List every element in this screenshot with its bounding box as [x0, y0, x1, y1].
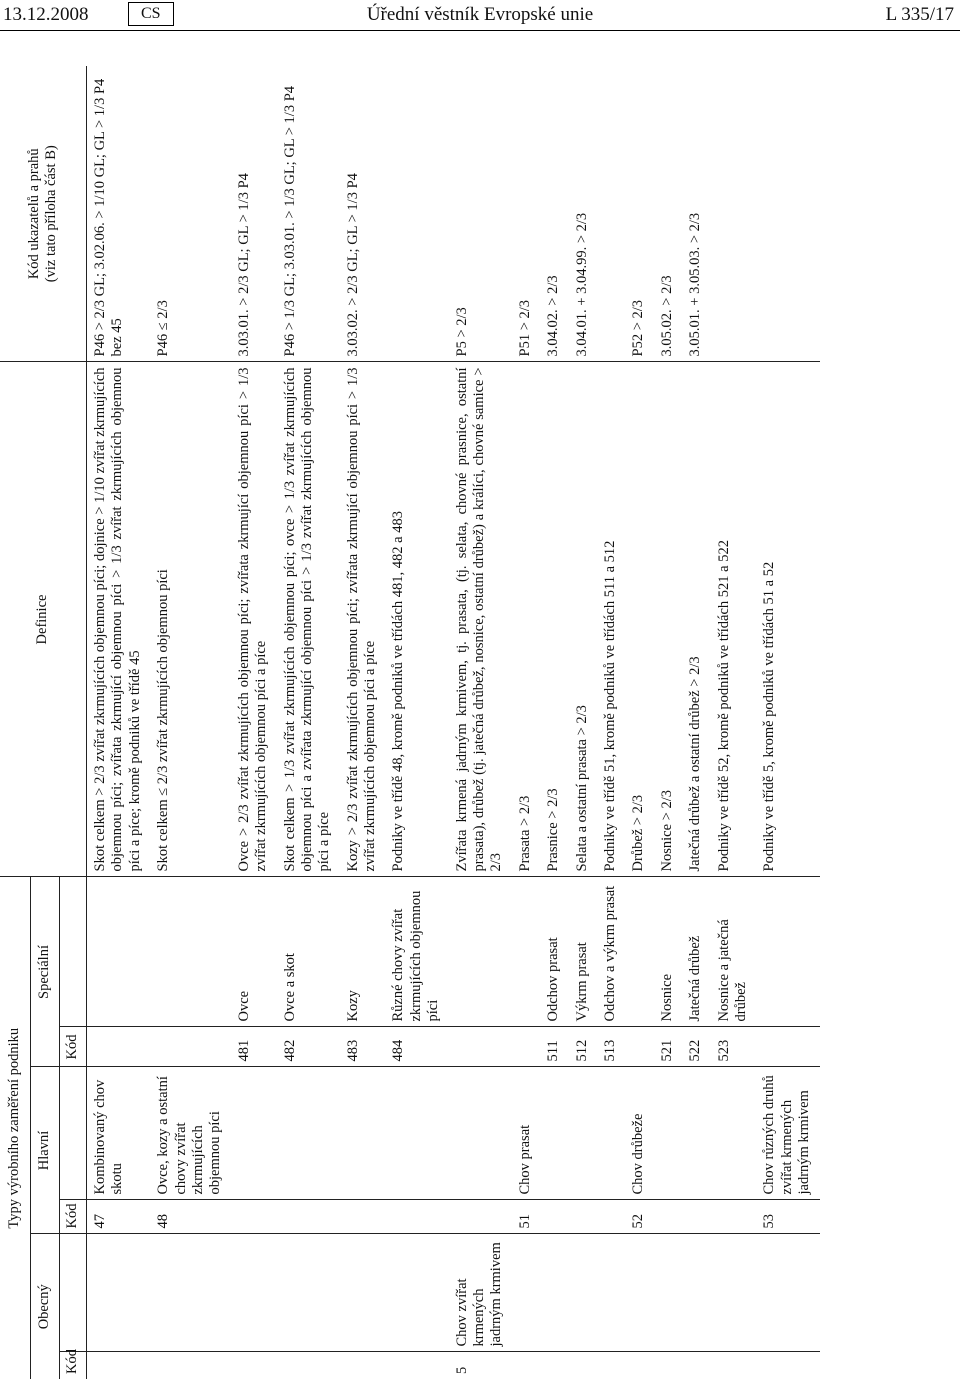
table-row	[87, 66, 151, 1379]
cell-general-name	[87, 1234, 151, 1352]
cell-main-name	[231, 1067, 277, 1200]
cell-indicator: P46 ≤ 2/3	[150, 66, 231, 362]
cell-general-code	[756, 1352, 819, 1379]
table-row	[756, 66, 819, 1379]
cell-main-code	[540, 1200, 568, 1234]
cell-indicator	[756, 66, 819, 362]
cell-special-code: 523	[711, 1027, 757, 1067]
cell-special-code: 512	[569, 1027, 597, 1067]
cell-definition: Drůbež > 2/3	[625, 362, 653, 877]
cell-definition: Podniky ve třídě 52, kromě podniků ve třídách 521 a 522	[711, 362, 757, 877]
cell-general-name	[150, 1234, 231, 1352]
cell-special-name: Kozy	[340, 877, 386, 1027]
table-row	[385, 66, 448, 1379]
cell-special-name: Odchov prasat	[540, 877, 568, 1027]
cell-definition: Kozy > 2/3 zvířat zkrmujících objemnou píci; zvířata zkrmující objemnou píci > 1/3 zvířat zkrmujících objemnou píci a píce	[340, 362, 386, 877]
cell-indicator: 3.04.01. + 3.04.99. > 2/3	[569, 66, 597, 362]
cell-special-code	[625, 1027, 653, 1067]
table-row	[449, 66, 512, 1379]
cell-general-name	[340, 1234, 386, 1352]
cell-general-name	[711, 1234, 757, 1352]
cell-indicator: 3.04.02. > 2/3	[540, 66, 568, 362]
cell-special-code	[87, 1027, 151, 1067]
cell-special-name: Nosnice	[654, 877, 682, 1027]
cell-special-code: 484	[385, 1027, 448, 1067]
cell-general-code	[385, 1352, 448, 1379]
cell-special-name: Jatečná drůbež	[682, 877, 710, 1027]
cell-definition: Selata a ostatní prasata > 2/3	[569, 362, 597, 877]
cell-general-code	[340, 1352, 386, 1379]
cell-definition: Skot celkem > 2/3 zvířat zkrmujících objemnou píci; dojnice > 1/10 zvířat zkrmujících objemnou píci; zvířata zkrmující objemnou píci > 1/3 zvířat zkrmujících objemnou píci a píce; kromě podniků ve třídě 45	[87, 362, 151, 877]
cell-main-code	[711, 1200, 757, 1234]
table-row	[682, 66, 710, 1379]
table-row	[277, 66, 340, 1379]
cell-special-code	[756, 1027, 819, 1067]
cell-indicator: P46 > 2/3 GL; 3.02.06. > 1/10 GL; GL > 1/3 P4 bez 45	[87, 66, 151, 362]
cell-general-code	[87, 1352, 151, 1379]
cell-special-name: Odchov a výkrm prasat	[597, 877, 625, 1027]
table-row	[597, 66, 625, 1379]
cell-special-name	[150, 877, 231, 1027]
cell-main-code	[654, 1200, 682, 1234]
table-row	[625, 66, 653, 1379]
cell-general-name	[569, 1234, 597, 1352]
cell-main-code	[340, 1200, 386, 1234]
cell-general-code: 5	[453, 1366, 470, 1374]
cell-main-name	[540, 1067, 568, 1200]
cell-main-code	[569, 1200, 597, 1234]
header-blank-hlavni	[60, 1067, 87, 1200]
cell-special-code: 482	[277, 1027, 340, 1067]
cell-definition: Podniky ve třídě 5, kromě podniků ve třídách 51 a 52	[756, 362, 819, 877]
cell-general-name	[512, 1234, 540, 1352]
cell-main-code	[231, 1200, 277, 1234]
cell-main-code	[277, 1200, 340, 1234]
cell-indicator: P51 > 2/3	[512, 66, 540, 362]
cell-general-name	[231, 1234, 277, 1352]
cell-general-code	[540, 1352, 568, 1379]
header-blank-obecny	[60, 1234, 87, 1352]
cell-special-name: Různé chovy zvířat zkrmujících objemnou píci	[385, 877, 448, 1027]
cell-main-code: 51	[512, 1200, 540, 1234]
cell-main-code	[682, 1200, 710, 1234]
cell-general-code	[654, 1352, 682, 1379]
cell-main-name	[569, 1067, 597, 1200]
language-badge: CS	[128, 2, 174, 26]
cell-general-name	[625, 1234, 653, 1352]
cell-general-code	[150, 1352, 231, 1379]
header-definice: Definice	[0, 362, 87, 877]
cell-special-code: 521	[654, 1027, 682, 1067]
cell-special-code: 511	[540, 1027, 568, 1067]
table-row	[654, 66, 682, 1379]
table-row	[150, 66, 231, 1379]
cell-special-code	[449, 1027, 512, 1067]
cell-indicator	[385, 66, 448, 362]
cell-general-name	[682, 1234, 710, 1352]
table-row	[512, 66, 540, 1379]
cell-special-code: 481	[231, 1027, 277, 1067]
cell-special-code: 483	[340, 1027, 386, 1067]
cell-main-code: 47	[87, 1200, 151, 1234]
cell-definition: Skot celkem > 1/3 zvířat zkrmujících objemnou píci; ovce > 1/3 zvířat zkrmujících objemnou píci a zvířata zkrmující objemnou píci > 1/3 zvířat zkrmujících objemnou píci a píce	[277, 362, 340, 877]
header-hlavni: Hlavní	[31, 1067, 60, 1234]
header-ukazatele	[0, 66, 87, 362]
cell-indicator: 3.05.01. + 3.05.03. > 2/3	[682, 66, 710, 362]
table-body	[87, 66, 820, 1379]
cell-definition: Jatečná drůbež a ostatní drůbež > 2/3	[682, 362, 710, 877]
table-row	[340, 66, 386, 1379]
header-specialni: Speciální	[31, 877, 60, 1067]
cell-general-name: Chov zvířat krmených jadrným krmivem	[449, 1234, 512, 1352]
cell-indicator	[711, 66, 757, 362]
cell-indicator: P52 > 2/3	[625, 66, 653, 362]
rotated-table-wrapper	[0, 66, 960, 1379]
cell-indicator: P46 > 1/3 GL; 3.03.01. > 1/3 GL; GL > 1/3 P4	[277, 66, 340, 362]
farm-type-table	[0, 66, 820, 1379]
cell-definition: Zvířata krmená jadrným krmivem, tj. prasata, (tj. selata, chovné prasnice, ostatní prasata), drůbež (tj. jatečná drůbež, nosnice, ostatní drůbež) a králíci, chovné samice > 2/3	[449, 362, 512, 877]
cell-main-name	[682, 1067, 710, 1200]
cell-special-name	[625, 877, 653, 1027]
cell-main-code: 48	[150, 1200, 231, 1234]
publication-date: 13.12.2008	[3, 4, 89, 25]
cell-main-name	[449, 1067, 512, 1200]
cell-indicator: P5 > 2/3	[449, 66, 512, 362]
cell-main-name	[654, 1067, 682, 1200]
cell-definition: Nosnice > 2/3	[654, 362, 682, 877]
cell-main-name	[277, 1067, 340, 1200]
cell-general-code	[512, 1352, 540, 1379]
cell-definition: Prasnice > 2/3	[540, 362, 568, 877]
cell-main-code	[449, 1200, 512, 1234]
cell-general-code	[569, 1352, 597, 1379]
cell-special-code: 522	[682, 1027, 710, 1067]
cell-main-code: 52	[625, 1200, 653, 1234]
header-typy: Typy výrobního zaměření podniku	[0, 877, 31, 1379]
cell-general-name	[654, 1234, 682, 1352]
cell-general-name	[597, 1234, 625, 1352]
cell-special-name: Ovce a skot	[277, 877, 340, 1027]
journal-title: Úřední věstník Evropské unie	[366, 4, 594, 25]
cell-general-code	[711, 1352, 757, 1379]
rotated-table	[0, 66, 960, 1379]
cell-main-name: Chov drůbeže	[625, 1067, 653, 1200]
cell-general-name	[277, 1234, 340, 1352]
page-number: L 335/17	[885, 4, 954, 25]
cell-general-code	[231, 1352, 277, 1379]
cell-special-code: 513	[597, 1027, 625, 1067]
cell-general-code	[625, 1352, 653, 1379]
cell-indicator: 3.05.02. > 2/3	[654, 66, 682, 362]
cell-indicator: 3.03.01. > 2/3 GL; GL > 1/3 P4	[231, 66, 277, 362]
table-row	[540, 66, 568, 1379]
cell-main-code	[385, 1200, 448, 1234]
cell-main-name: Kombinovaný chov skotu	[87, 1067, 151, 1200]
header-kod-hlavni: Kód	[60, 1200, 87, 1234]
cell-main-name	[385, 1067, 448, 1200]
cell-main-name: Chov různých druhů zvířat krmených jadrným krmivem	[756, 1067, 819, 1200]
cell-special-name: Nosnice a jatečná drůbež	[711, 877, 757, 1027]
header-ukazatele-line1: Kód ukazatelů a prahů	[25, 148, 42, 280]
header-blank-specialni	[60, 877, 87, 1027]
cell-main-name	[711, 1067, 757, 1200]
table-row	[569, 66, 597, 1379]
cell-special-code	[512, 1027, 540, 1067]
cell-general-code	[277, 1352, 340, 1379]
cell-indicator: 3.03.02. > 2/3 GL; GL > 1/3 P4	[340, 66, 386, 362]
cell-special-name: Ovce	[231, 877, 277, 1027]
cell-definition: Prasata > 2/3	[512, 362, 540, 877]
cell-main-name: Ovce, kozy a ostatní chovy zvířat zkrmujících objemnou píci	[150, 1067, 231, 1200]
cell-special-name	[756, 877, 819, 1027]
cell-definition: Podniky ve třídě 51, kromě podniků ve třídách 511 a 512	[597, 362, 625, 877]
cell-definition: Skot celkem ≤ 2/3 zvířat zkrmujících objemnou píci	[150, 362, 231, 877]
header-ukazatele-line2: (viz tato příloha část B)	[43, 145, 59, 283]
cell-main-name	[597, 1067, 625, 1200]
cell-definition: Podniky ve třídě 48, kromě podniků ve třídách 481, 482 a 483	[385, 362, 448, 877]
cell-special-code	[150, 1027, 231, 1067]
cell-general-name	[385, 1234, 448, 1352]
cell-indicator	[597, 66, 625, 362]
cell-special-name	[87, 877, 151, 1027]
header-kod-specialni: Kód	[60, 1027, 87, 1067]
cell-main-code	[597, 1200, 625, 1234]
cell-special-name	[449, 877, 512, 1027]
cell-special-name: Výkrm prasat	[569, 877, 597, 1027]
cell-definition: Ovce > 2/3 zvířat zkrmujících objemnou píci; zvířata zkrmující objemnou píci > 1/3 zvířat zkrmujících objemnou píci a píce	[231, 362, 277, 877]
cell-general-code	[597, 1352, 625, 1379]
cell-main-name	[340, 1067, 386, 1200]
page-header	[0, 0, 960, 50]
header-rule	[0, 30, 960, 31]
header-obecny: Obecný	[31, 1234, 60, 1379]
table-row	[711, 66, 757, 1379]
cell-general-code	[682, 1352, 710, 1379]
cell-main-name: Chov prasat	[512, 1067, 540, 1200]
cell-general-name	[756, 1234, 819, 1352]
header-kod-obecny: Kód	[60, 1352, 87, 1379]
cell-special-name	[512, 877, 540, 1027]
table-row	[231, 66, 277, 1379]
cell-general-name	[540, 1234, 568, 1352]
cell-main-code: 53	[756, 1200, 819, 1234]
